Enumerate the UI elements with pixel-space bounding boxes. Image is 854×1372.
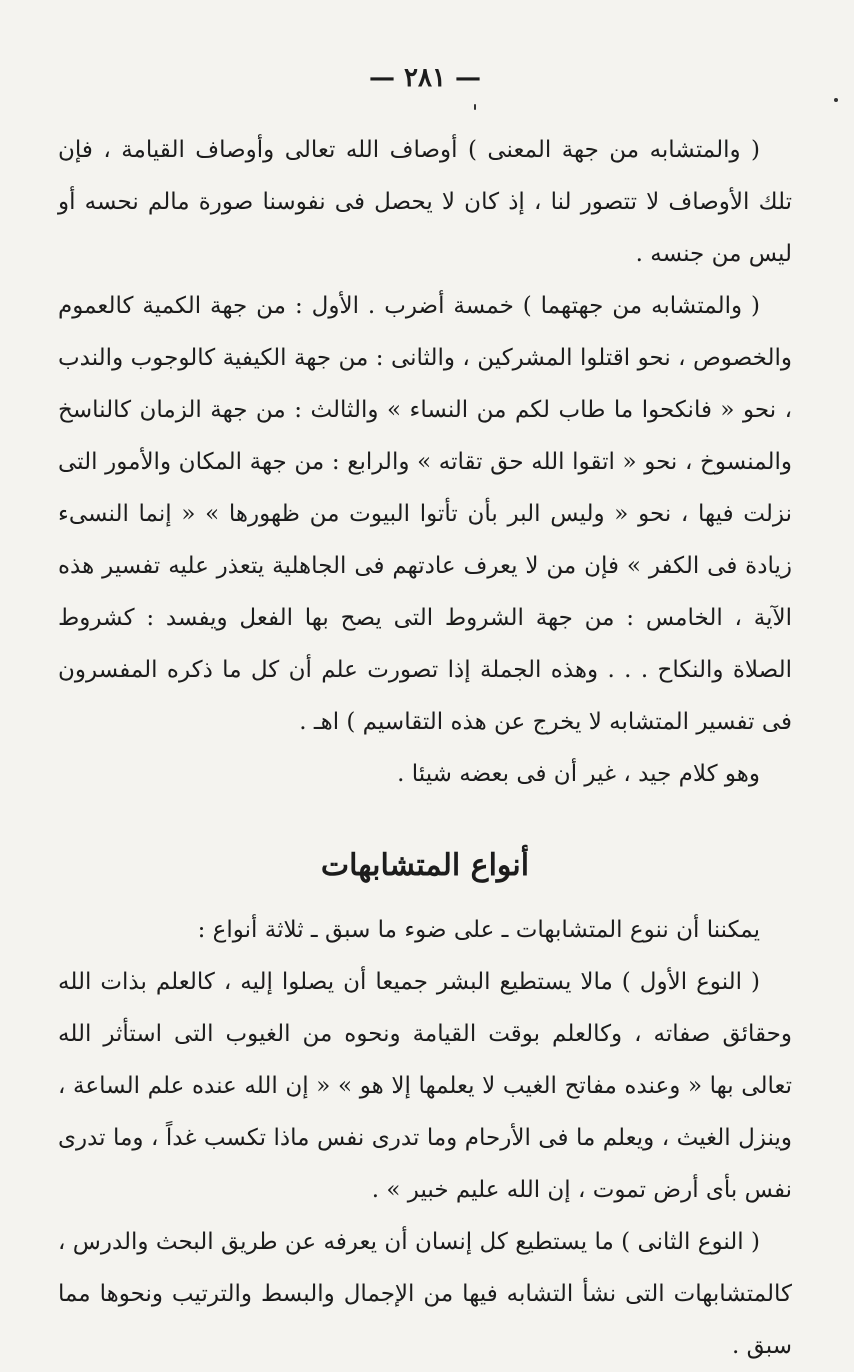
page-number: — ٢٨١ — [368,63,482,93]
paragraph-intro: يمكننا أن ننوع المتشابهات ـ على ضوء ما سبق ـ ثلاثة أنواع : [197,917,760,943]
paragraph-five-types: ( والمتشابه من جهتهما ) خمسة أضرب . الأول : من جهة الكمية كالعموم والخصوص ، نحو اقتلوا المشركين ، والثانى : من جهة الكيفية كالوجوب والندب ، نحو « فانكحوا ما طاب لكم من النساء » والثالث : من جهة الزمان كالناسخ والمنسوخ ، نحو « اتقوا الله حق تقاته » والرابع : من جهة المكان والأمور التى نزلت فيها ، نحو « وليس البر بأن تأتوا البيوت من ظهورها » « إنما النسىء زيادة فى الكفر » فإن من لا يعرف عادتهم فى الجاهلية يتعذر عليه تفسير هذه الآية ، الخامس : من جهة الشروط التى يصح بها الفعل ويفسد : كشروط الصلاة والنكاح . . . وهذه الجملة إذا تصورت علم أن كل ما ذكره المفسرون فى تفسير المتشابه لا يخرج عن هذه التقاسيم ) اهـ . [58,293,792,735]
paragraph-meaning: ( والمتشابه من جهة المعنى ) أوصاف الله تعالى وأوصاف القيامة ، فإن تلك الأوصاف لا تتصور لنا ، إذ كان لا يحصل فى نفوسنا صورة مالم نحسه أو ليس من جنسه . [58,137,792,267]
section-heading: أنواع المتشابهات [320,848,530,883]
paragraph-type-one: ( النوع الأول ) مالا يستطيع البشر جميعا أن يصلوا إليه ، كالعلم بذات الله وحقائق صفاته ، وكالعلم بوقت القيامة ونحوه من الغيوب التى استأثر الله تعالى بها « وعنده مفاتح الغيب لا يعلمها إلا هو » « إن الله عنده علم الساعة ، وينزل الغيث ، ويعلم ما فى الأرحام وما تدرى نفس ماذا تكسب غداً ، وما تدرى نفس بأى أرض تموت ، إن الله عليم خبير » . [58,969,792,1203]
ink-speck [834,98,838,102]
paragraph-comment: وهو كلام جيد ، غير أن فى بعضه شيئا . [397,761,760,787]
paragraph-type-two: ( النوع الثانى ) ما يستطيع كل إنسان أن يعرفه عن طريق البحث والدرس ، كالمتشابهات التى نشأ التشابه فيها من الإجمال والبسط والترتيب ونحوها مما سبق . [58,1229,792,1359]
ink-speck [474,104,476,110]
